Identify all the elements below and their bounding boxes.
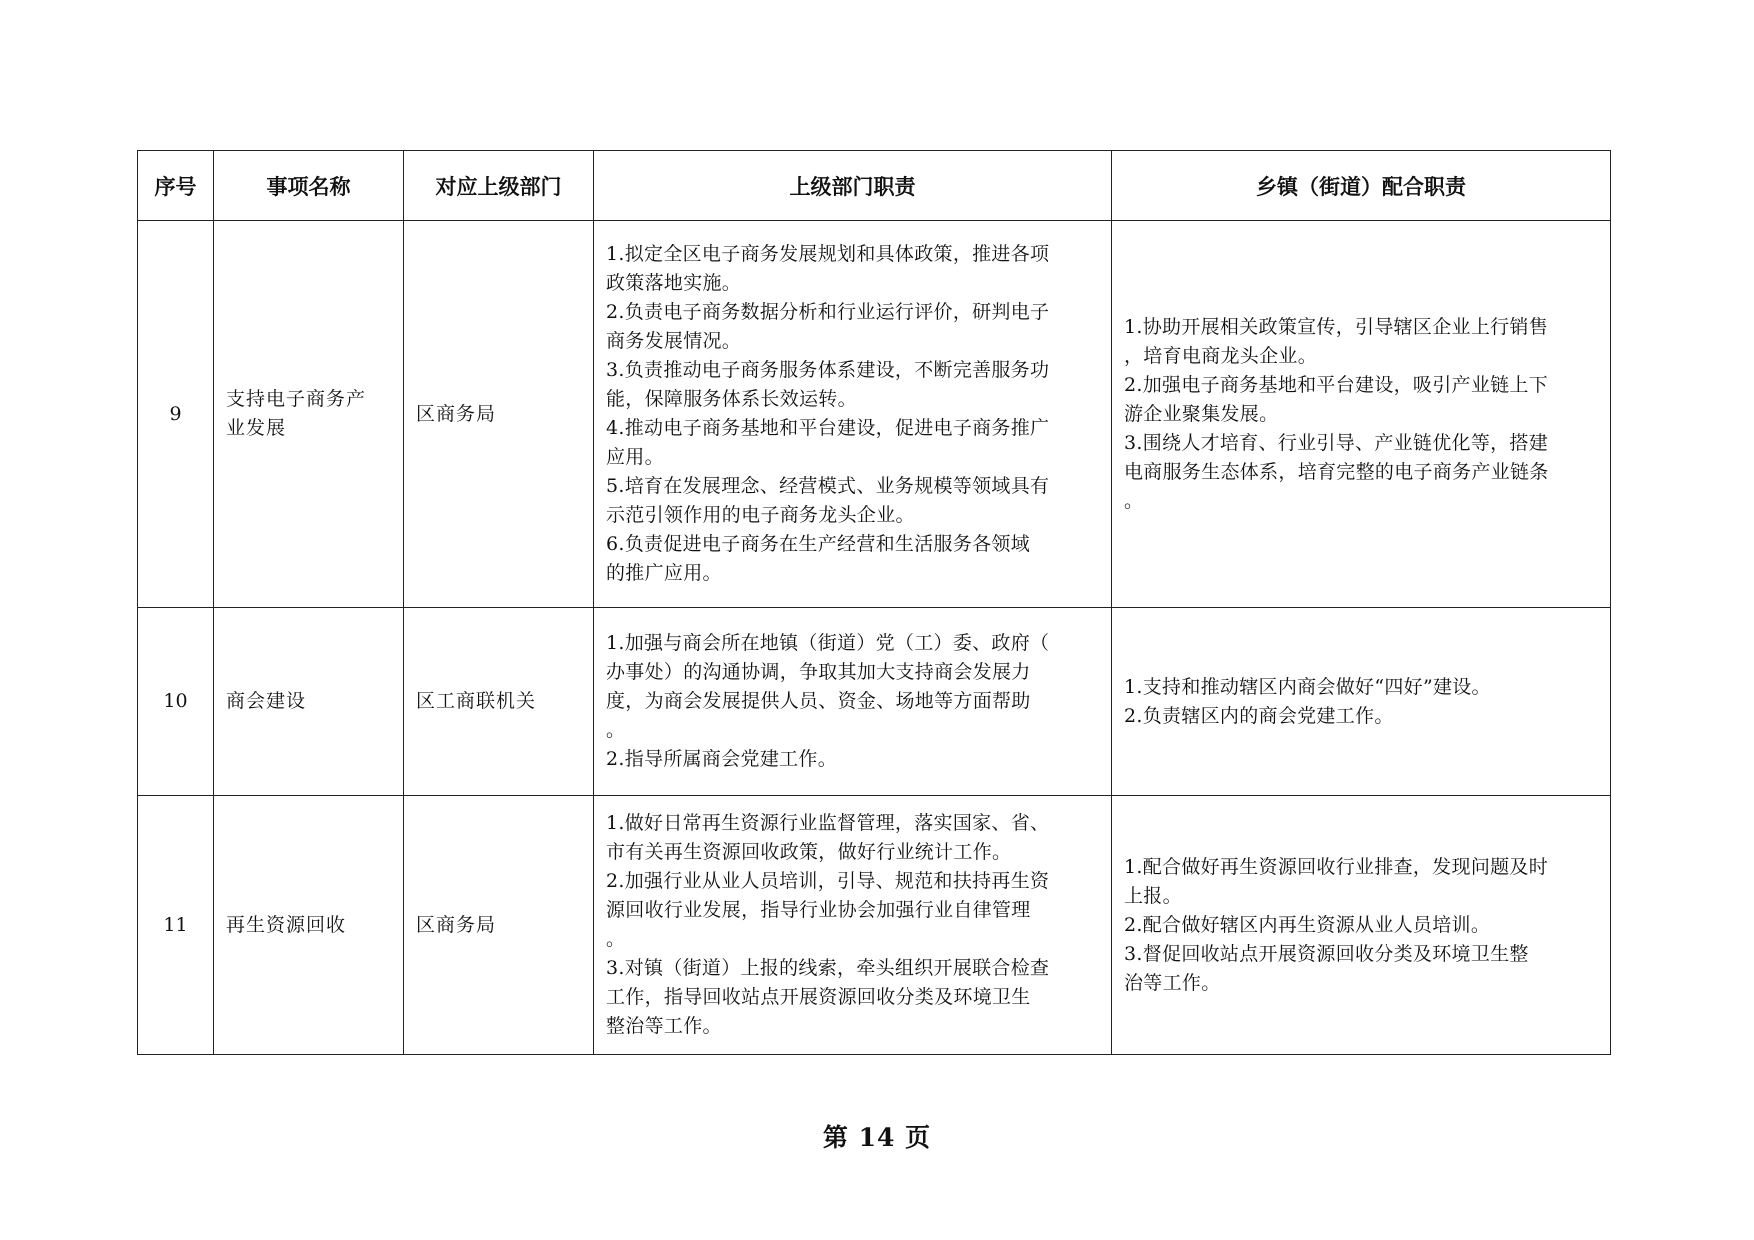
duty-table [137, 150, 1611, 1055]
duty-line: 应用。 [606, 446, 664, 468]
duty-line: 2.负责电子商务数据分析和行业运行评价，研判电子 [606, 301, 1050, 323]
duty-line: 3.对镇（街道）上报的线索，牵头组织开展联合检查 [606, 957, 1050, 979]
duty-line: 源回收行业发展，指导行业协会加强行业自律管理 [606, 899, 1031, 921]
duty-line: 商务发展情况。 [606, 330, 742, 352]
duty-line: 6.负责促进电子商务在生产经营和生活服务各领域 [606, 533, 1031, 555]
header-upper-duties: 上级部门职责 [594, 151, 1112, 221]
town-duties-cell [1112, 608, 1611, 796]
duty-line: 5.培育在发展理念、经营模式、业务规模等领域具有 [606, 475, 1050, 497]
table-row [138, 796, 1611, 1055]
duty-line: 示范引领作用的电子商务龙头企业。 [606, 504, 915, 526]
header-town-duties: 乡镇（街道）配合职责 [1112, 151, 1611, 221]
upper-duties-cell [594, 796, 1112, 1055]
duty-line: 1.加强与商会所在地镇（街道）党（工）委、政府（ [606, 632, 1050, 654]
town-duties-cell [1112, 796, 1611, 1055]
duty-line: 1.协助开展相关政策宣传，引导辖区企业上行销售 [1124, 315, 1549, 338]
item-name-line: 再生资源回收 [226, 913, 347, 936]
duty-line: 治等工作。 [1124, 971, 1221, 994]
duty-line: 游企业聚集发展。 [1124, 402, 1279, 425]
duty-line: 电商服务生态体系，培育完整的电子商务产业链条 [1124, 460, 1549, 483]
duty-line: 1.配合做好再生资源回收行业排查，发现问题及时 [1124, 855, 1549, 878]
header-item-name: 事项名称 [214, 151, 404, 221]
table-header-row [138, 151, 1611, 221]
duty-line: 3.督促回收站点开展资源回收分类及环境卫生整 [1124, 942, 1529, 965]
duty-line: 能，保障服务体系长效运转。 [606, 388, 857, 410]
duty-line: 整治等工作。 [606, 1015, 722, 1037]
duty-line: 2.加强行业从业人员培训，引导、规范和扶持再生资 [606, 870, 1050, 892]
duty-line: 工作，指导回收站点开展资源回收分类及环境卫生 [606, 986, 1031, 1008]
item-name-cell [214, 608, 404, 796]
duty-line: 1.支持和推动辖区内商会做好“四好”建设。 [1124, 675, 1491, 698]
upper-department-cell [404, 608, 594, 796]
item-name-cell [214, 221, 404, 608]
header-upper-department: 对应上级部门 [404, 151, 594, 221]
serial-number-cell: 11 [138, 796, 214, 1055]
duty-line: 政策落地实施。 [606, 272, 742, 294]
upper-duties-cell [594, 221, 1112, 608]
page-number: 第 14 页 [822, 1123, 932, 1152]
town-duties-cell [1112, 221, 1611, 608]
duty-line: 1.做好日常再生资源行业监督管理，落实国家、省、 [606, 812, 1050, 834]
duty-line: 办事处）的沟通协调，争取其加大支持商会发展力 [606, 661, 1031, 683]
duty-line: 。 [606, 928, 626, 950]
item-name-cell [214, 796, 404, 1055]
table-row [138, 221, 1611, 608]
duty-line: 度，为商会发展提供人员、资金、场地等方面帮助 [606, 690, 1031, 712]
duty-line: 2.负责辖区内的商会党建工作。 [1124, 704, 1394, 727]
duty-line: 2.配合做好辖区内再生资源从业人员培训。 [1124, 913, 1491, 936]
table-row [138, 608, 1611, 796]
department-name: 区商务局 [416, 913, 497, 936]
upper-department-cell [404, 221, 594, 608]
duty-line: ，培育电商龙头企业。 [1124, 344, 1318, 367]
header-serial-number: 序号 [138, 151, 214, 221]
upper-duties-cell [594, 608, 1112, 796]
duty-line: 1.拟定全区电子商务发展规划和具体政策，推进各项 [606, 243, 1050, 265]
duty-line: 。 [606, 719, 626, 741]
serial-number-cell: 10 [138, 608, 214, 796]
duty-line: 的推广应用。 [606, 562, 722, 584]
department-name: 区工商联机关 [416, 690, 537, 712]
item-name-line: 商会建设 [226, 690, 307, 712]
item-name-line: 业发展 [226, 417, 287, 439]
duty-line: 。 [1124, 489, 1144, 512]
serial-number-cell: 9 [138, 221, 214, 608]
duty-line: 3.负责推动电子商务服务体系建设，不断完善服务功 [606, 359, 1050, 381]
duty-line: 上报。 [1124, 884, 1182, 907]
department-name: 区商务局 [416, 402, 497, 425]
duty-line: 2.加强电子商务基地和平台建设，吸引产业链上下 [1124, 373, 1549, 396]
upper-department-cell [404, 796, 594, 1055]
duty-line: 2.指导所属商会党建工作。 [606, 748, 838, 770]
item-name-line: 支持电子商务产 [226, 388, 367, 410]
duty-line: 4.推动电子商务基地和平台建设，促进电子商务推广 [606, 417, 1050, 439]
duty-line: 3.围绕人才培育、行业引导、产业链优化等，搭建 [1124, 431, 1549, 454]
duty-line: 市有关再生资源回收政策，做好行业统计工作。 [606, 841, 1012, 863]
